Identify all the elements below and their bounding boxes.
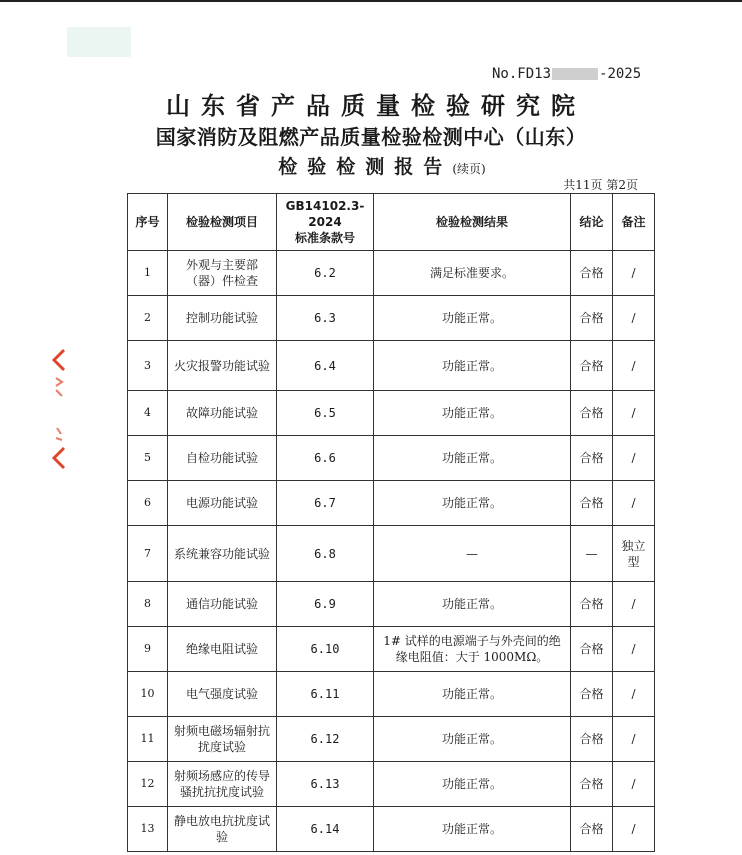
header-result: 检验检测结果 (374, 194, 571, 251)
row-result: 功能正常。 (374, 436, 571, 481)
row-conclusion: 合格 (571, 341, 613, 391)
row-item: 电源功能试验 (168, 481, 277, 526)
row-item: 故障功能试验 (168, 391, 277, 436)
row-conclusion: 合格 (571, 627, 613, 672)
row-remark: / (613, 762, 655, 807)
report-number-prefix: No.FD13 (492, 66, 552, 82)
table-row (128, 436, 655, 481)
row-result: 功能正常。 (374, 481, 571, 526)
row-item: 射频电磁场辐射抗扰度试验 (168, 717, 277, 762)
row-conclusion: 合格 (571, 762, 613, 807)
row-result: — (374, 526, 571, 582)
inspection-results-table (127, 193, 655, 852)
row-item: 静电放电抗扰度试验 (168, 807, 277, 852)
row-result: 功能正常。 (374, 717, 571, 762)
table-row (128, 296, 655, 341)
top-border-line (0, 0, 742, 2)
row-conclusion: 合格 (571, 807, 613, 852)
row-no: 1 (128, 251, 168, 296)
header-clause (277, 194, 374, 251)
header-no: 序号 (128, 194, 168, 251)
row-clause: 6.5 (277, 391, 374, 436)
row-conclusion: 合格 (571, 251, 613, 296)
row-result: 1# 试样的电源端子与外壳间的绝缘电阻值：大于 1000MΩ。 (374, 627, 571, 672)
row-no: 2 (128, 296, 168, 341)
report-title-main: 检验检测报告 (278, 156, 453, 178)
table-row (128, 717, 655, 762)
table-row (128, 582, 655, 627)
row-item: 射频场感应的传导骚扰抗扰度试验 (168, 762, 277, 807)
row-item: 火灾报警功能试验 (168, 341, 277, 391)
row-clause: 6.3 (277, 296, 374, 341)
row-no: 4 (128, 391, 168, 436)
row-item: 自检功能试验 (168, 436, 277, 481)
row-item: 系统兼容功能试验 (168, 526, 277, 582)
report-number-suffix: -2025 (599, 66, 642, 82)
row-conclusion: 合格 (571, 717, 613, 762)
row-remark: / (613, 481, 655, 526)
row-clause: 6.12 (277, 717, 374, 762)
row-remark: / (613, 672, 655, 717)
row-result: 功能正常。 (374, 341, 571, 391)
row-clause: 6.6 (277, 436, 374, 481)
header-item: 检验检测项目 (168, 194, 277, 251)
row-item: 控制功能试验 (168, 296, 277, 341)
row-remark: / (613, 251, 655, 296)
row-no: 9 (128, 627, 168, 672)
organization-name: 山东省产品质量检验研究院 (166, 91, 586, 120)
row-conclusion: 合格 (571, 481, 613, 526)
table-row (128, 391, 655, 436)
center-name: 国家消防及阻燃产品质量检验检测中心（山东） (155, 125, 587, 149)
row-result: 满足标准要求。 (374, 251, 571, 296)
page-info: 共11页 第2页 (563, 178, 638, 192)
row-item: 通信功能试验 (168, 582, 277, 627)
row-conclusion: 合格 (571, 672, 613, 717)
header-clause-label: 标准条款号 (294, 231, 355, 245)
table-row (128, 251, 655, 296)
row-remark: / (613, 391, 655, 436)
row-clause: 6.2 (277, 251, 374, 296)
row-no: 10 (128, 672, 168, 717)
row-remark: / (613, 436, 655, 481)
report-title (0, 152, 742, 179)
table-row (128, 627, 655, 672)
row-no: 6 (128, 481, 168, 526)
row-clause: 6.7 (277, 481, 374, 526)
row-result: 功能正常。 (374, 391, 571, 436)
table-row (128, 672, 655, 717)
table-header-row (128, 194, 655, 251)
row-clause: 6.8 (277, 526, 374, 582)
row-no: 12 (128, 762, 168, 807)
row-item: 电气强度试验 (168, 672, 277, 717)
row-clause: 6.14 (277, 807, 374, 852)
green-stamp-mark (67, 27, 131, 57)
table-row (128, 762, 655, 807)
table-row (128, 341, 655, 391)
row-remark: / (613, 717, 655, 762)
row-remark: 独立型 (613, 526, 655, 582)
header-remark: 备注 (613, 194, 655, 251)
row-item: 外观与主要部（器）件检查 (168, 251, 277, 296)
row-remark: / (613, 341, 655, 391)
row-result: 功能正常。 (374, 807, 571, 852)
row-no: 3 (128, 341, 168, 391)
red-seal-fragment (50, 348, 68, 470)
row-remark: / (613, 296, 655, 341)
row-no: 5 (128, 436, 168, 481)
row-conclusion: 合格 (571, 391, 613, 436)
row-result: 功能正常。 (374, 296, 571, 341)
row-remark: / (613, 627, 655, 672)
table-row (128, 481, 655, 526)
row-no: 11 (128, 717, 168, 762)
row-clause: 6.4 (277, 341, 374, 391)
row-conclusion: 合格 (571, 436, 613, 481)
report-number (492, 66, 641, 82)
row-clause: 6.13 (277, 762, 374, 807)
continued-page-mark: (续页) (452, 162, 486, 176)
row-result: 功能正常。 (374, 582, 571, 627)
row-result: 功能正常。 (374, 762, 571, 807)
row-clause: 6.11 (277, 672, 374, 717)
row-clause: 6.10 (277, 627, 374, 672)
header-clause-standard: GB14102.3-2024 (285, 199, 365, 229)
row-item: 绝缘电阻试验 (168, 627, 277, 672)
row-no: 13 (128, 807, 168, 852)
row-no: 8 (128, 582, 168, 627)
header-conclusion: 结论 (571, 194, 613, 251)
row-remark: / (613, 807, 655, 852)
table-row (128, 526, 655, 582)
table-row (128, 807, 655, 852)
row-clause: 6.9 (277, 582, 374, 627)
row-conclusion: 合格 (571, 582, 613, 627)
row-remark: / (613, 582, 655, 627)
row-no: 7 (128, 526, 168, 582)
row-conclusion: — (571, 526, 613, 582)
row-result: 功能正常。 (374, 672, 571, 717)
redaction-mask (552, 68, 598, 80)
row-conclusion: 合格 (571, 296, 613, 341)
